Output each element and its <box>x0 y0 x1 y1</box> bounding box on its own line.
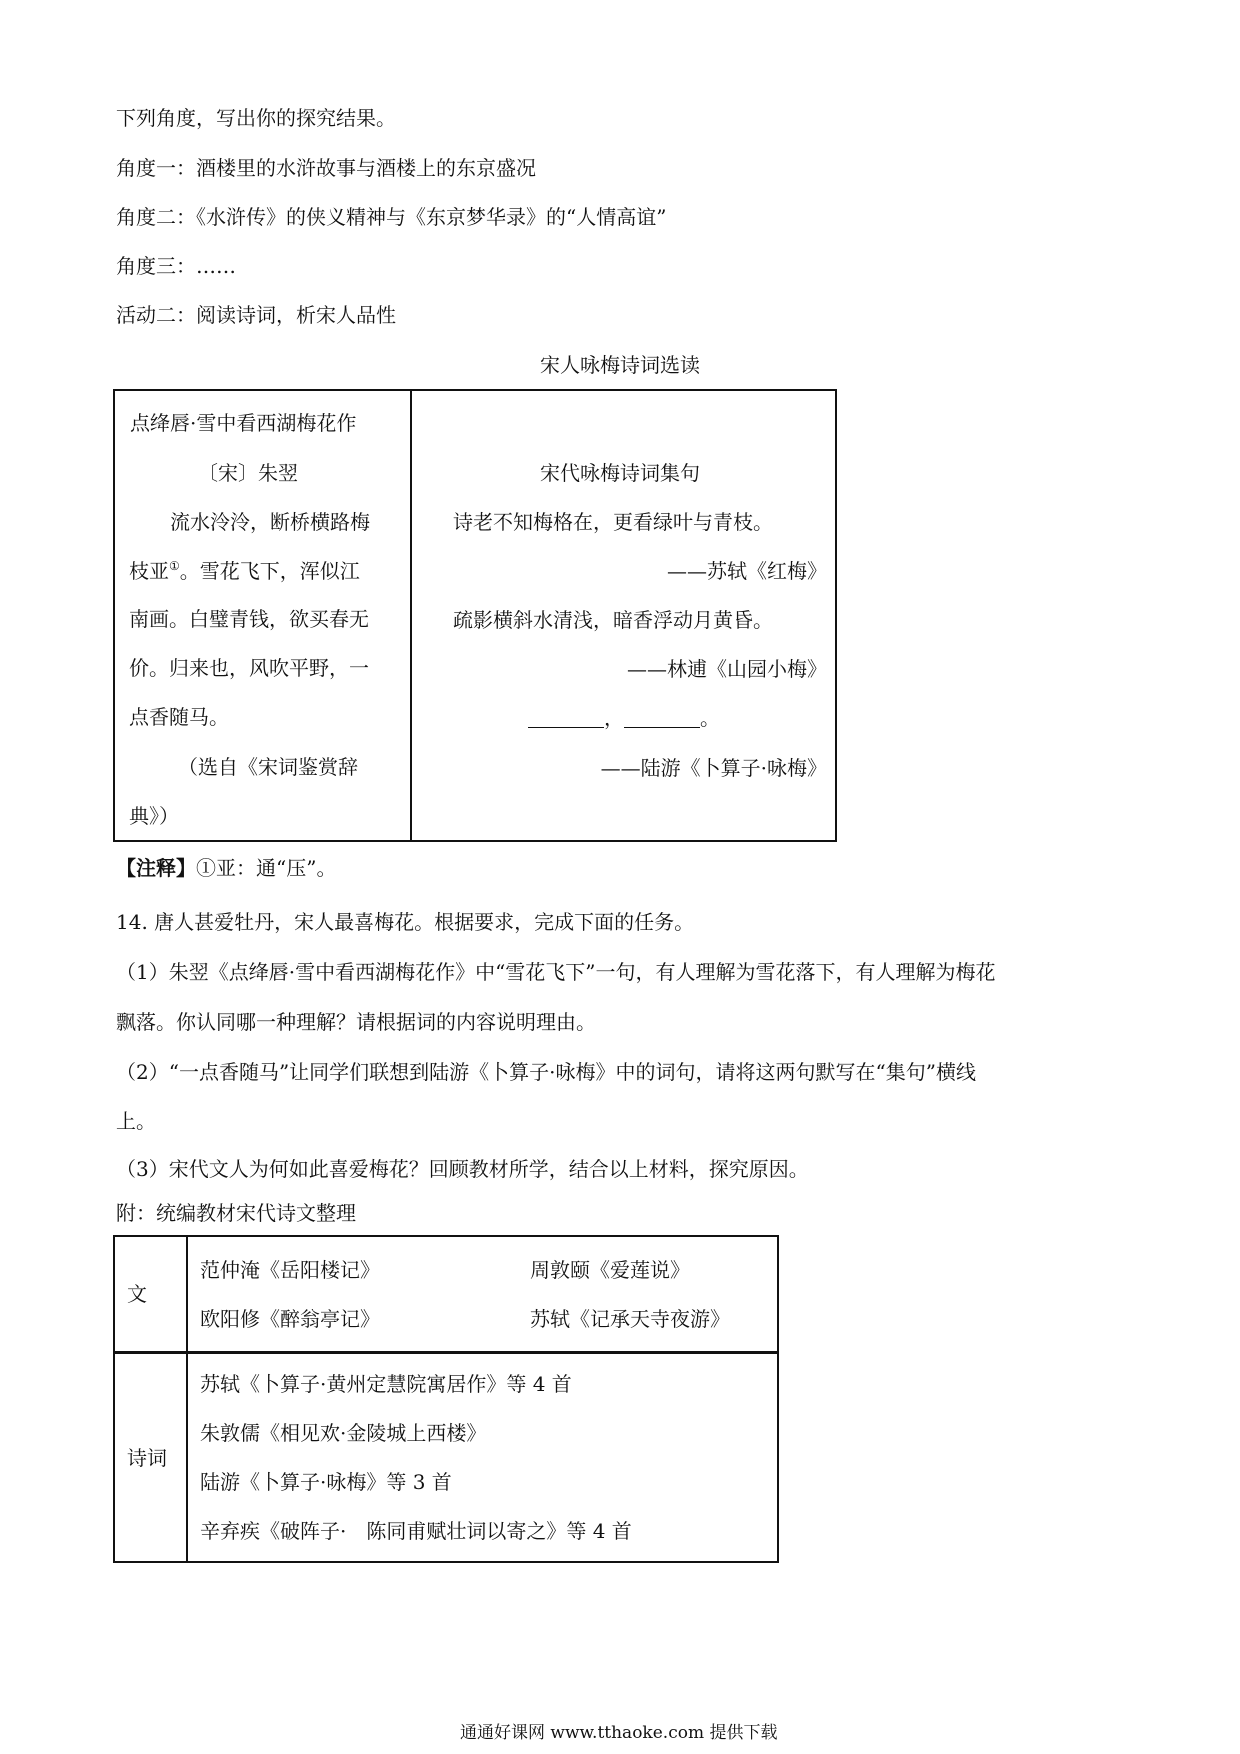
poetry-item: 陆游《卜算子·咏梅》等 3 首 <box>200 1470 452 1494</box>
angle-two: 角度二：《水浒传》的侠义精神与《东京梦华录》的“人情高谊” <box>116 205 667 229</box>
poetry-item: 苏轼《卜算子·黄州定慧院寓居作》等 4 首 <box>200 1372 572 1396</box>
poem-source: 典》） <box>129 804 179 828</box>
poem-section-title: 宋人咏梅诗词选读 <box>540 353 700 377</box>
footnote-marker: ① <box>169 559 180 573</box>
intro-line: 下列角度，写出你的探究结果。 <box>116 106 396 130</box>
annotation-label: 【注释】 <box>116 856 196 880</box>
poem-source: （选自《宋词鉴赏辞 <box>178 755 358 779</box>
verse: 诗老不知梅格在，更看绿叶与青枝。 <box>453 510 773 534</box>
period: 。 <box>700 706 720 730</box>
angle-three: 角度三：…… <box>116 254 236 278</box>
comma: ， <box>604 706 624 730</box>
appendix-row-divider <box>113 1351 779 1354</box>
poem-table-divider <box>410 389 412 842</box>
annotation <box>116 858 336 878</box>
verse: 疏影横斜水清浅，暗香浮动月黄昏。 <box>453 608 773 632</box>
collection-title: 宋代咏梅诗词集句 <box>540 461 700 485</box>
poem-line: 南画。白璧青钱，欲买春无 <box>129 607 369 631</box>
annotation-text: ①亚：通“压”。 <box>196 856 337 880</box>
appendix-col-divider <box>186 1235 188 1563</box>
poetry-label: 诗词 <box>127 1446 167 1470</box>
blank-2[interactable] <box>624 709 700 728</box>
prose-item: 周敦颐《爱莲说》 <box>530 1258 690 1282</box>
verse-attribution: ——陆游《卜算子·咏梅》 <box>600 756 827 780</box>
appendix-title: 附：统编教材宋代诗文整理 <box>116 1201 356 1225</box>
angle-one: 角度一：酒楼里的水浒故事与酒楼上的东京盛况 <box>116 156 536 180</box>
question-14-1-cont: 飘落。你认同哪一种理解？请根据词的内容说明理由。 <box>116 1010 596 1034</box>
poem-line-part: 枝亚 <box>129 559 169 583</box>
question-14-stem: 14. 唐人甚爱牡丹，宋人最喜梅花。根据要求，完成下面的任务。 <box>116 910 695 934</box>
verse-attribution: ——林逋《山园小梅》 <box>627 657 827 681</box>
blank-1[interactable] <box>528 709 604 728</box>
prose-item: 范仲淹《岳阳楼记》 <box>200 1258 380 1282</box>
prose-label: 文 <box>127 1282 147 1306</box>
prose-item: 苏轼《记承天寺夜游》 <box>530 1307 730 1331</box>
question-14-2: （2）“一点香随马”让同学们联想到陆游《卜算子·咏梅》中的词句，请将这两句默写在“集句”横线 <box>116 1060 976 1084</box>
verse-attribution: ——苏轼《红梅》 <box>667 559 827 583</box>
question-14-3: （3）宋代文人为何如此喜爱梅花？回顾教材所学，结合以上材料，探究原因。 <box>116 1157 809 1181</box>
poem-line-part: 。雪花飞下，浑似江 <box>179 559 360 583</box>
activity-two-heading: 活动二：阅读诗词，析宋人品性 <box>116 303 396 327</box>
page-footer: 通通好课网 www.tthaoke.com 提供下载 <box>460 1723 778 1743</box>
poem-title: 点绛唇·雪中看西湖梅花作 <box>130 411 357 435</box>
poem-line: 点香随马。 <box>129 705 229 729</box>
poetry-item: 辛弃疾《破阵子· 陈同甫赋壮词以寄之》等 4 首 <box>200 1519 632 1543</box>
question-14-2-cont: 上。 <box>116 1109 156 1133</box>
poem-line: 价。归来也，风吹平野，一 <box>129 656 369 680</box>
poem-line <box>129 560 360 581</box>
poem-line: 流水泠泠，断桥横路梅 <box>170 510 370 534</box>
poetry-item: 朱敦儒《相见欢·金陵城上西楼》 <box>200 1421 487 1445</box>
fill-in-blank-line <box>528 708 720 728</box>
question-14-1: （1）朱翌《点绛唇·雪中看西湖梅花作》中“雪花飞下”一句，有人理解为雪花落下，有人理解为梅花 <box>116 960 996 984</box>
poem-author: 〔宋〕朱翌 <box>198 461 298 485</box>
appendix-table <box>113 1235 779 1563</box>
prose-item: 欧阳修《醉翁亭记》 <box>200 1307 380 1331</box>
